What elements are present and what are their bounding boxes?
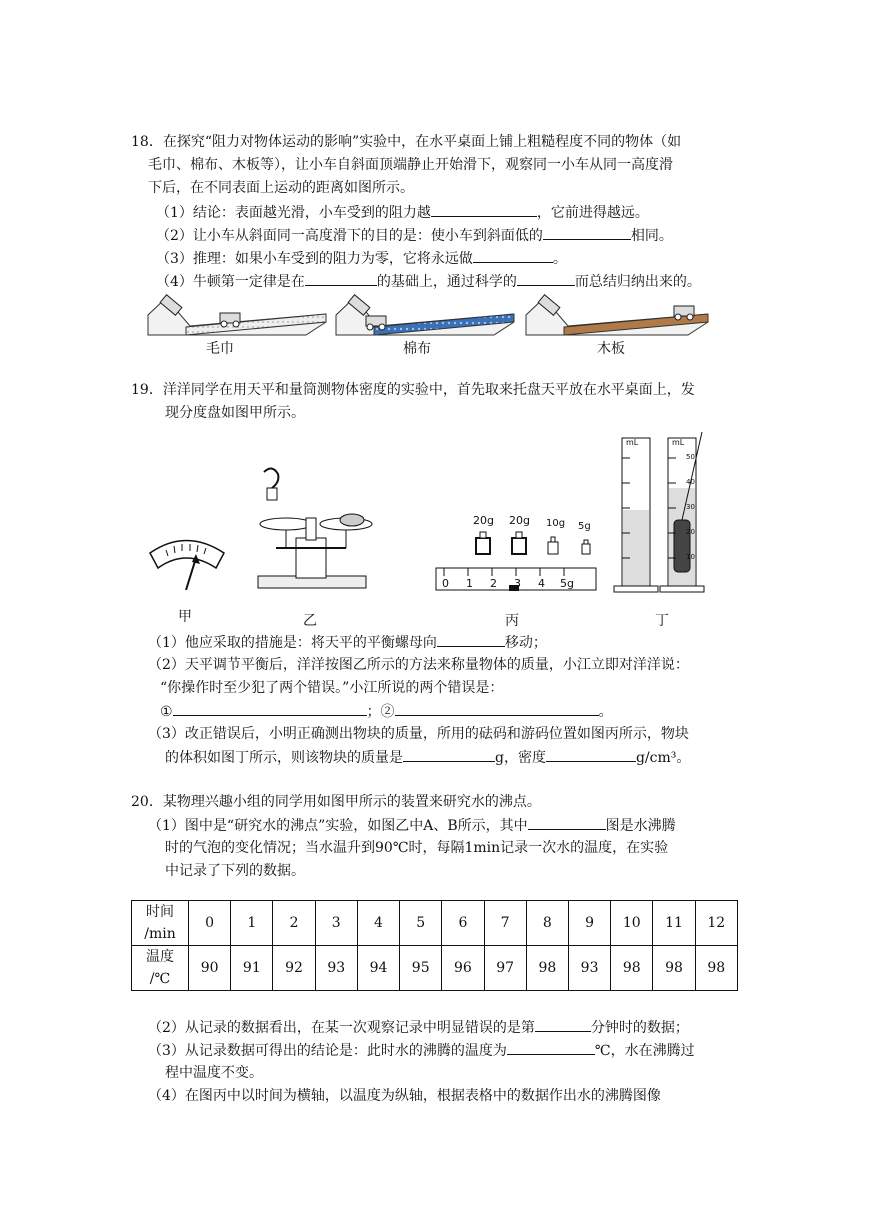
table-header-temp: 温度 /℃ [132,946,189,991]
fig-label-bing: 丙 [505,613,519,629]
table-header-time: 时间 /min [132,901,189,946]
table-cell: 6 [442,901,484,946]
fig-label-yi: 乙 [303,613,317,629]
ruler-tick: 4 [538,577,545,590]
table-cell: 95 [400,946,442,991]
answer-blank[interactable] [517,271,575,286]
q18-sub1-tail: ，它前进得越远。 [536,205,649,221]
table-cell: 2 [273,901,315,946]
q19-sub1 [148,632,547,653]
table-cell: 97 [484,946,526,991]
q19-item-end: 。 [598,704,613,720]
table-cell: 11 [653,901,695,946]
table-cell: 5 [400,901,442,946]
q19-sub3-mid: g，密度 [495,750,546,766]
q20-sub3 [148,1040,695,1061]
answer-blank[interactable] [528,815,606,830]
table-cell: 94 [357,946,399,991]
table-cell: 7 [484,901,526,946]
table-cell: 98 [526,946,568,991]
cylinder-tick: 10 [686,553,695,561]
weight-label-1: 20g [473,514,494,527]
q19-item1-mark: ① [160,704,173,720]
q18-sub3-tail: 。 [552,251,567,267]
answer-blank[interactable] [437,632,505,647]
q18-sub1 [156,202,649,223]
q18-stem-line1: 18．在探究“阻力对物体运动的影响”实验中，在水平桌面上铺上粗糙程度不同的物体（如 [131,134,682,150]
q20-sub1 [148,815,676,836]
table-cell: 92 [273,946,315,991]
weight-label-2: 20g [509,514,530,527]
label-wood: 木板 [597,341,625,357]
answer-blank[interactable] [403,747,495,762]
answer-blank[interactable] [507,1040,595,1055]
q19-sub2-line2: “你操作时至少犯了两个错误。”小江所说的两个错误是： [160,680,504,696]
answer-blank[interactable] [546,747,636,762]
table-cell: 98 [695,946,737,991]
q18-sub3-text: （3）推理：如果小车受到的阻力为零，它将永远做 [156,251,473,267]
q19-figures [146,428,726,608]
answer-blank[interactable] [535,1017,591,1032]
q19-sub3: （3）改正错误后，小明正确测出物块的质量，所用的砝码和游码位置如图丙所示，物块 [148,726,689,742]
q20-sub1-tail: 图是水沸腾 [605,818,676,834]
q19-stem-line1: 19．洋洋同学在用天平和量筒测物体密度的实验中，首先取来托盘天平放在水平桌面上，发 [131,382,695,398]
q20-sub4: （4）在图丙中以时间为横轴，以温度为纵轴，根据表格中的数据作出水的沸腾图像 [148,1088,661,1104]
q18-sub2-text: （2）让小车从斜面同一高度滑下的目的是：使小车到斜面低的 [156,228,543,244]
table-cell: 8 [526,901,568,946]
q18-sub2 [156,225,673,246]
q20-stem: 20．某物理兴趣小组的同学用如图甲所示的装置来研究水的沸点。 [131,794,541,810]
cylinder-unit: mL [626,438,639,447]
ramp-towel [148,295,326,335]
q20-sub1-text: （1）图中是“研究水的沸点”实验，如图乙中A、B所示，其中 [148,818,528,834]
q20-sub1-line2: 时的气泡的变化情况；当水温升到90℃时，每隔1min记录一次水的温度，在实验 [165,840,669,856]
table-cell: 93 [315,946,357,991]
q18-sub4-tail: 而总结归纳出来的。 [574,274,701,290]
q19-sub2-line3 [160,701,613,722]
weight-label-3: 10g [546,518,566,529]
q20-sub3-tail: ℃，水在沸腾过 [594,1043,695,1059]
balance-figure [258,468,372,588]
label-cotton: 棉布 [403,341,431,357]
table-cell: 0 [189,901,231,946]
q18-sub1-text: （1）结论：表面越光滑，小车受到的阻力越 [156,205,431,221]
table-cell: 10 [611,901,653,946]
q19-sub3-line2 [165,747,690,768]
q19-stem-line2: 现分度盘如图甲所示。 [165,405,305,421]
table-cell: 93 [568,946,610,991]
table-cell: 90 [189,946,231,991]
answer-blank[interactable] [305,271,377,286]
table-cell: 3 [315,901,357,946]
cylinder-unit: mL [672,438,685,447]
answer-blank[interactable] [395,701,599,716]
cylinder-tick: 40 [686,478,695,486]
ruler-tick: 1 [466,577,473,590]
q20-sub2 [148,1017,689,1038]
answer-blank[interactable] [473,248,553,263]
weight-label-4: 5g [578,521,591,532]
q19-sub1-text: （1）他应采取的措施是：将天平的平衡螺母向 [148,635,437,651]
answer-blank[interactable] [543,225,631,240]
ruler-tick: 2 [490,577,497,590]
q18-stem-line2: 毛巾、棉布、木板等），让小车自斜面顶端静止开始滑下，观察同一小车从同一高度滑 [148,157,673,173]
ramp-cotton [336,295,514,335]
q20-sub3-text: （3）从记录数据可得出的结论是：此时水的沸腾的温度为 [148,1043,507,1059]
q20-sub2-tail: 分钟时的数据； [590,1020,689,1036]
table-cell: 96 [442,946,484,991]
q18-sub4-text: （4）牛顿第一定律是在 [156,274,305,290]
ruler-tick: 0 [442,577,449,590]
table-cell: 9 [568,901,610,946]
q20-sub2-text: （2）从记录的数据看出，在某一次观察记录中明显错误的是第 [148,1020,535,1036]
table-cell: 4 [357,901,399,946]
q19-sub3-text: 的体积如图丁所示，则该物块的质量是 [165,750,403,766]
answer-blank[interactable] [173,701,367,716]
label-towel: 毛巾 [206,341,234,357]
ruler-tick: 3 [514,577,521,590]
answer-blank[interactable] [431,202,537,217]
cylinder-tick: 30 [686,503,695,511]
cylinder-tick: 20 [686,528,695,536]
fig-label-ding: 丁 [655,613,669,629]
table-cell: 12 [695,901,737,946]
dial-figure [150,541,224,591]
ruler-tick: 5g [560,577,574,590]
fig-label-jia: 甲 [178,609,192,625]
q18-sub4-mid: 的基础上，通过科学的 [376,274,517,290]
ramp-wood [526,295,708,335]
q19-sub2: （2）天平调节平衡后，洋洋按图乙所示的方法来称量物体的质量，小江立即对洋洋说： [148,657,689,673]
q20-sub3-line2: 程中温度不变。 [165,1065,263,1081]
q18-stem-line3: 下后，在不同表面上运动的距离如图所示。 [148,180,414,196]
table-cell: 91 [231,946,273,991]
q18-sub4 [156,271,701,292]
q19-sub3-tail: g/cm³。 [635,750,691,766]
temperature-table [131,900,738,991]
q18-sub3 [156,248,567,269]
q18-sub2-tail: 相同。 [630,228,673,244]
q20-sub1-line3: 中记录了下列的数据。 [165,863,305,879]
table-row [132,946,738,991]
table-row [132,901,738,946]
table-cell: 1 [231,901,273,946]
q19-item2-mark: ；② [366,704,395,720]
table-cell: 98 [611,946,653,991]
cylinder-tick: 50 [686,453,695,461]
table-cell: 98 [653,946,695,991]
q19-sub1-tail: 移动； [504,635,547,651]
